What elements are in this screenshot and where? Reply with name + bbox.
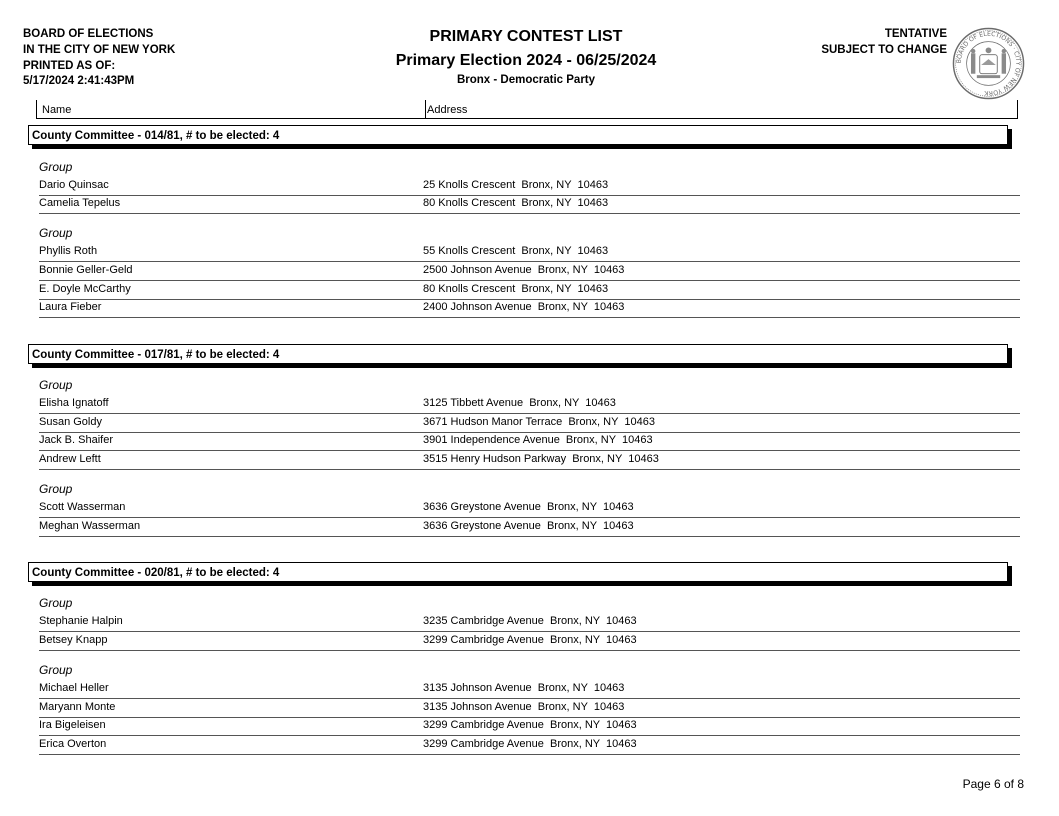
- board-line-1: BOARD OF ELECTIONS: [23, 28, 154, 40]
- report-title: PRIMARY CONTEST LIST: [429, 28, 623, 45]
- candidate-address: 55 Knolls Crescent Bronx, NY 10463: [423, 245, 609, 257]
- candidate-row: [39, 632, 1020, 651]
- group-label: Group: [39, 663, 73, 677]
- page-number: Page 6 of 8: [962, 777, 1024, 791]
- column-header-address: Address: [425, 100, 467, 118]
- candidate-name: Dario Quinsac: [39, 179, 109, 191]
- candidate-name: Jack B. Shaifer: [39, 434, 113, 446]
- candidate-row: [39, 262, 1020, 281]
- column-header-row: [36, 100, 1018, 119]
- candidate-name: Ira Bigeleisen: [39, 719, 106, 731]
- candidate-row: [39, 195, 1020, 214]
- candidate-address: 3235 Cambridge Avenue Bronx, NY 10463: [423, 615, 637, 627]
- candidate-name: Stephanie Halpin: [39, 615, 123, 627]
- tentative-notice: [821, 27, 947, 59]
- candidate-name: Maryann Monte: [39, 701, 116, 713]
- group-label: Group: [39, 482, 73, 496]
- tentative-label: TENTATIVE: [884, 28, 947, 40]
- printed-as-of-label: PRINTED AS OF:: [23, 59, 116, 72]
- candidate-row: [39, 177, 1020, 196]
- election-subtitle: Primary Election 2024 - 06/25/2024: [395, 52, 657, 69]
- candidate-row: [39, 451, 1020, 470]
- candidate-row: [39, 299, 1020, 318]
- board-name-block: [23, 27, 175, 90]
- candidate-address: 3901 Independence Avenue Bronx, NY 10463: [423, 434, 653, 446]
- candidate-name: E. Doyle McCarthy: [39, 283, 131, 295]
- candidate-address: 3636 Greystone Avenue Bronx, NY 10463: [423, 501, 634, 513]
- candidate-row: [39, 717, 1020, 736]
- candidate-name: Camelia Tepelus: [39, 197, 121, 209]
- seal-text: BOARD OF ELECTIONS · CITY OF NEW YORK: [955, 30, 1022, 97]
- candidate-address: 80 Knolls Crescent Bronx, NY 10463: [423, 283, 609, 295]
- candidate-name: Michael Heller: [39, 682, 109, 694]
- contest-title: County Committee - 020/81, # to be elected: 4: [28, 562, 1008, 582]
- candidate-row: [39, 414, 1020, 433]
- candidate-name: Susan Goldy: [39, 416, 102, 428]
- candidate-address: 3671 Hudson Manor Terrace Bronx, NY 10463: [423, 416, 655, 428]
- candidate-row: [39, 499, 1020, 518]
- group-label: Group: [39, 378, 73, 392]
- candidate-address: 2400 Johnson Avenue Bronx, NY 10463: [423, 301, 625, 313]
- report-title-block: [300, 27, 752, 87]
- group-label: Group: [39, 160, 73, 174]
- candidate-row: [39, 432, 1020, 451]
- column-header-name: Name: [42, 104, 72, 116]
- contest-title: County Committee - 017/81, # to be elected: 4: [28, 344, 1008, 364]
- group-label: Group: [39, 226, 73, 240]
- candidate-address: 25 Knolls Crescent Bronx, NY 10463: [423, 179, 609, 191]
- candidate-address: 80 Knolls Crescent Bronx, NY 10463: [423, 197, 609, 209]
- candidate-row: [39, 518, 1020, 537]
- candidate-row: [39, 736, 1020, 755]
- candidate-address: 3299 Cambridge Avenue Bronx, NY 10463: [423, 634, 637, 646]
- candidate-address: 3135 Johnson Avenue Bronx, NY 10463: [423, 701, 625, 713]
- candidate-row: [39, 680, 1020, 699]
- candidate-address: 3515 Henry Hudson Parkway Bronx, NY 10463: [423, 453, 659, 465]
- candidate-address: 2500 Johnson Avenue Bronx, NY 10463: [423, 264, 625, 276]
- printed-timestamp: 5/17/2024 2:41:43PM: [23, 75, 135, 88]
- candidate-name: Bonnie Geller-Geld: [39, 264, 133, 276]
- candidate-address: 3299 Cambridge Avenue Bronx, NY 10463: [423, 719, 637, 731]
- candidate-address: 3135 Johnson Avenue Bronx, NY 10463: [423, 682, 625, 694]
- party-label: Bronx - Democratic Party: [456, 74, 596, 86]
- candidate-address: 3636 Greystone Avenue Bronx, NY 10463: [423, 520, 634, 532]
- contest-title: County Committee - 014/81, # to be elected: 4: [28, 125, 1008, 145]
- group-label: Group: [39, 596, 73, 610]
- board-line-2: IN THE CITY OF NEW YORK: [23, 43, 176, 56]
- candidate-address: 3299 Cambridge Avenue Bronx, NY 10463: [423, 738, 637, 750]
- candidate-name: Phyllis Roth: [39, 245, 98, 257]
- candidate-row: [39, 281, 1020, 300]
- candidate-address: 3125 Tibbett Avenue Bronx, NY 10463: [423, 397, 616, 409]
- candidate-name: Meghan Wasserman: [39, 520, 141, 532]
- candidate-row: [39, 395, 1020, 414]
- candidate-row: [39, 243, 1020, 262]
- candidate-name: Laura Fieber: [39, 301, 102, 313]
- subject-to-change-label: SUBJECT TO CHANGE: [821, 43, 947, 56]
- board-seal-icon: [952, 27, 1025, 100]
- candidate-row: [39, 613, 1020, 632]
- candidate-name: Erica Overton: [39, 738, 107, 750]
- candidate-name: Andrew Leftt: [39, 453, 101, 465]
- candidate-row: [39, 699, 1020, 718]
- candidate-name: Elisha Ignatoff: [39, 397, 109, 409]
- candidate-name: Betsey Knapp: [39, 634, 108, 646]
- candidate-name: Scott Wasserman: [39, 501, 126, 513]
